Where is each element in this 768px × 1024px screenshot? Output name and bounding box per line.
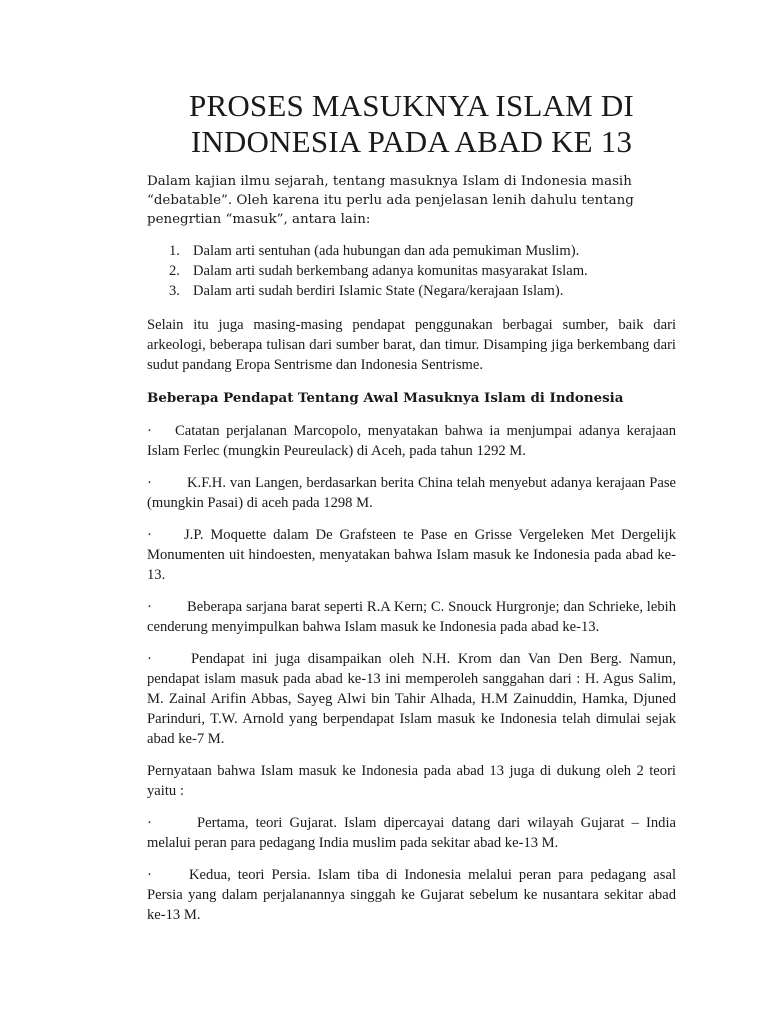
bullet-text: Kedua, teori Persia. Islam tiba di Indonesia melalui peran para pedagang asal Persia yang dalam perjalanannya singgah ke Gujarat sebelum ke nusantara sekitar abad ke-13 M. — [147, 867, 676, 923]
title-line-1: PROSES MASUKNYA ISLAM DI — [189, 88, 634, 123]
list-number: 1. — [169, 243, 180, 259]
list-text: Dalam arti sentuhan (ada hubungan dan ada pemukiman Muslim). — [193, 243, 580, 259]
bullet-dot: · — [147, 527, 152, 543]
bullet-text: K.F.H. van Langen, berdasarkan berita China telah menyebut adanya kerajaan Pase (mungkin Pasai) di aceh pada 1298 M. — [147, 475, 676, 511]
bullet-dot: · — [147, 475, 152, 491]
title-line-2: INDONESIA PADA ABAD KE 13 — [190, 124, 633, 159]
list-text: Dalam arti sudah berkembang adanya komunitas masyarakat Islam. — [193, 263, 588, 279]
list-number: 3. — [169, 283, 180, 299]
page-title — [147, 88, 676, 160]
bullet-paragraph — [147, 813, 676, 853]
bullet-paragraph — [147, 473, 676, 513]
bullet-text: Pertama, teori Gujarat. Islam dipercayai datang dari wilayah Gujarat – India melalui peran para pedagang India muslim pada sekitar abad ke-13 M. — [147, 815, 676, 851]
bullet-dot: · — [147, 815, 152, 831]
bullet-text: Catatan perjalanan Marcopolo, menyatakan bahwa ia menjumpai adanya kerajaan Islam Ferlec (mungkin Peureulack) di Aceh, pada tahun 1292 M. — [147, 423, 676, 459]
list-item — [169, 241, 676, 261]
bullet-dot: · — [147, 651, 152, 667]
list-text: Dalam arti sudah berdiri Islamic State (Negara/kerajaan Islam). — [193, 283, 564, 299]
theories-intro-paragraph: Pernyataan bahwa Islam masuk ke Indonesia pada abad 13 juga di dukung oleh 2 teori yaitu : — [147, 763, 676, 799]
section-heading: Beberapa Pendapat Tentang Awal Masuknya Islam di Indonesia — [147, 390, 624, 406]
bullet-paragraph — [147, 649, 676, 749]
intro-paragraph: Dalam kajian ilmu sejarah, tentang masuknya Islam di Indonesia masih “debatable”. Oleh karena itu perlu ada penjelasan lenih dahulu tentang penegrtian “masuk”, antara lain: — [147, 174, 634, 227]
bullet-text: J.P. Moquette dalam De Grafsteen te Pase en Grisse Vergeleken Met Dergelijk Monumenten uit hindoesten, menyatakan bahwa Islam masuk ke Indonesia pada abad ke-13. — [147, 527, 676, 583]
list-item — [169, 261, 676, 281]
bullet-text: Pendapat ini juga disampaikan oleh N.H. Krom dan Van Den Berg. Namun, pendapat islam masuk pada abad ke-13 ini memperoleh sanggahan dari : H. Agus Salim, M. Zainal Arifin Abbas, Sayeg Alwi bin Tahir Alhada, H.M Zainuddin, Hamka, Djuned Parinduri, T.W. Arnold yang berpendapat Islam masuk ke Indonesia telah dimulai sejak abad ke-7 M. — [147, 651, 676, 747]
sources-paragraph: Selain itu juga masing-masing pendapat penggunakan berbagai sumber, baik dari arkeologi, beberapa tulisan dari sumber barat, dan timur. Disamping jiga berkembang dari sudut pandang Eropa Sentrisme dan Indonesia Sentrisme. — [147, 317, 676, 373]
bullet-dot: · — [147, 423, 152, 439]
list-item — [169, 281, 676, 301]
numbered-list — [147, 241, 676, 301]
bullet-paragraph — [147, 865, 676, 925]
bullet-paragraph — [147, 421, 676, 461]
list-number: 2. — [169, 263, 180, 279]
bullet-text: Beberapa sarjana barat seperti R.A Kern; C. Snouck Hurgronje; dan Schrieke, lebih cenderung menyimpulkan bahwa Islam masuk ke Indonesia pada abad ke-13. — [147, 599, 676, 635]
bullet-paragraph — [147, 525, 676, 585]
bullet-dot: · — [147, 599, 152, 615]
bullet-paragraph — [147, 597, 676, 637]
bullet-dot: · — [147, 867, 152, 883]
